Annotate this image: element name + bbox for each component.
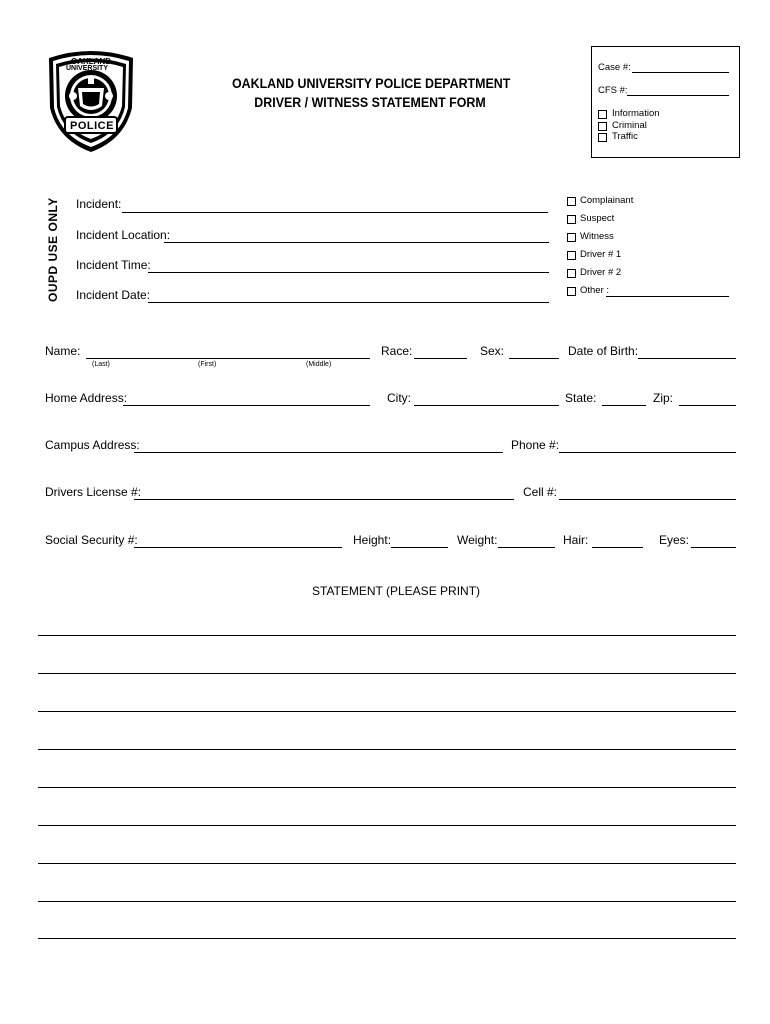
name-label: Name: [45, 344, 81, 358]
driver-2-label: Driver # 2 [580, 267, 622, 278]
statement-line[interactable] [38, 749, 736, 750]
cell-label: Cell #: [523, 485, 558, 499]
incident-time-label: Incident Time: [76, 258, 151, 272]
case-number-label: Case #: [598, 62, 631, 73]
weight-field[interactable] [498, 533, 555, 548]
drivers-license-label: Drivers License #: [45, 485, 142, 499]
complainant-label: Complainant [580, 195, 634, 206]
campus-address-label: Campus Address: [45, 438, 140, 452]
logo-text-university: UNIVERSITY [66, 65, 109, 72]
statement-line[interactable] [38, 863, 736, 864]
driver-1-label: Driver # 1 [580, 249, 622, 260]
cell-field[interactable] [559, 485, 736, 500]
incident-location-label: Incident Location: [76, 228, 171, 242]
logo-text-oakland: OAKLAND [71, 57, 111, 66]
statement-line[interactable] [38, 825, 736, 826]
zip-field[interactable] [679, 391, 736, 406]
incident-date-label: Incident Date: [76, 288, 151, 302]
race-label: Race: [381, 344, 413, 358]
incident-label: Incident: [76, 197, 122, 211]
race-field[interactable] [414, 344, 467, 359]
eyes-field[interactable] [691, 533, 736, 548]
statement-line[interactable] [38, 938, 736, 939]
dob-field[interactable] [638, 344, 736, 359]
form-title: DRIVER / WITNESS STATEMENT FORM [254, 95, 486, 110]
statement-line[interactable] [38, 711, 736, 712]
campus-address-field[interactable] [134, 438, 503, 453]
criminal-checkbox[interactable] [598, 122, 607, 131]
driver-1-checkbox[interactable] [567, 251, 576, 260]
state-field[interactable] [602, 391, 646, 406]
drivers-license-field[interactable] [134, 485, 514, 500]
hair-field[interactable] [592, 533, 643, 548]
information-label: Information [612, 108, 660, 119]
logo-text-police: POLICE [70, 120, 114, 132]
incident-date-field[interactable] [148, 288, 549, 303]
statement-line[interactable] [38, 901, 736, 902]
city-label: City: [387, 391, 411, 405]
cfs-number-label: CFS #: [598, 85, 628, 96]
hair-label: Hair: [563, 533, 589, 547]
statement-line[interactable] [38, 635, 736, 636]
suspect-label: Suspect [580, 213, 615, 224]
weight-label: Weight: [457, 533, 498, 547]
incident-time-field[interactable] [148, 258, 549, 273]
other-checkbox[interactable] [567, 287, 576, 296]
incident-field[interactable] [122, 198, 548, 213]
driver-2-checkbox[interactable] [567, 269, 576, 278]
ssn-label: Social Security #: [45, 533, 138, 547]
city-field[interactable] [414, 391, 559, 406]
last-name-hint: (Last) [92, 361, 110, 368]
ssn-field[interactable] [134, 533, 342, 548]
home-address-label: Home Address: [45, 391, 128, 405]
home-address-field[interactable] [123, 391, 370, 406]
height-label: Height: [353, 533, 392, 547]
other-field[interactable] [606, 282, 729, 297]
statement-heading: STATEMENT (PLEASE PRINT) [312, 584, 481, 598]
incident-location-field[interactable] [164, 228, 549, 243]
phone-label: Phone #: [511, 438, 560, 452]
criminal-label: Criminal [612, 120, 647, 131]
name-field[interactable] [86, 344, 370, 359]
suspect-checkbox[interactable] [567, 215, 576, 224]
department-title: OAKLAND UNIVERSITY POLICE DEPARTMENT [232, 76, 511, 91]
statement-line[interactable] [38, 673, 736, 674]
information-checkbox[interactable] [598, 110, 607, 119]
traffic-checkbox[interactable] [598, 133, 607, 142]
state-label: State: [565, 391, 597, 405]
cfs-number-field[interactable] [627, 81, 729, 96]
phone-field[interactable] [559, 438, 736, 453]
sex-field[interactable] [509, 344, 559, 359]
case-number-field[interactable] [632, 58, 729, 73]
witness-label: Witness [580, 231, 614, 242]
statement-line[interactable] [38, 787, 736, 788]
dob-label: Date of Birth: [568, 344, 639, 358]
first-name-hint: (First) [198, 361, 217, 368]
sex-label: Sex: [480, 344, 505, 358]
zip-label: Zip: [653, 391, 674, 405]
middle-name-hint: (Middle) [306, 361, 332, 368]
complainant-checkbox[interactable] [567, 197, 576, 206]
eyes-label: Eyes: [659, 533, 690, 547]
height-field[interactable] [391, 533, 448, 548]
police-badge-logo [44, 48, 138, 154]
witness-checkbox[interactable] [567, 233, 576, 242]
traffic-label: Traffic [612, 131, 638, 142]
oupd-use-only-label: OUPD USE ONLY [46, 197, 60, 302]
other-label: Other : [580, 285, 610, 296]
